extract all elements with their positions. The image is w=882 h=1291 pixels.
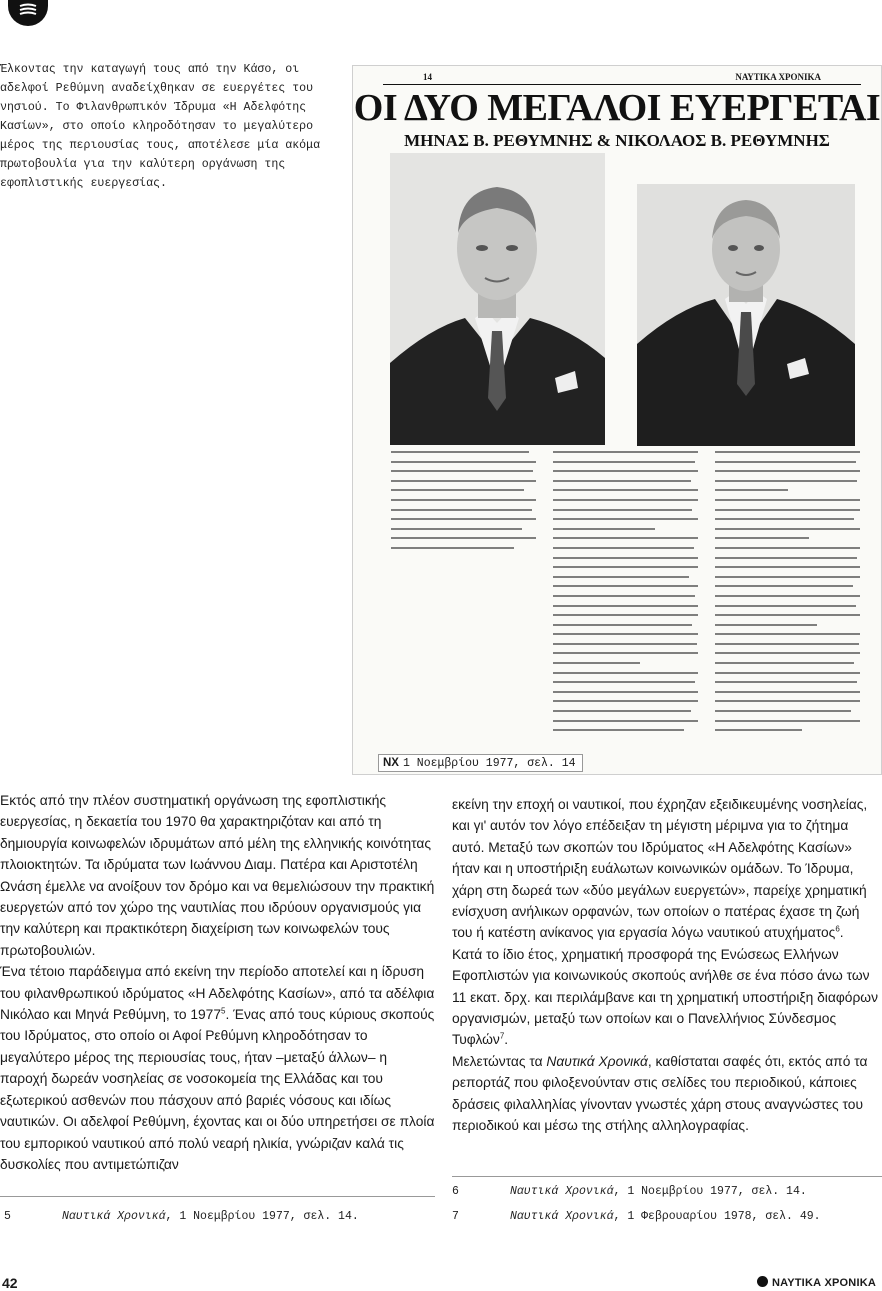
brand-logo-icon [757, 1276, 768, 1287]
footnote-ref[interactable]: 7 [499, 1031, 505, 1041]
footnote-ref[interactable]: 5 [221, 1006, 226, 1016]
paragraph: Μελετώντας τα Ναυτικά Χρονικά, καθίσταται σαφές ότι, εκτός από τα ρεπορτάζ που φιλοξενούνταν στις σελίδες του περιοδικού, κάποιες δράσεις φιλαλληλίας γίνονταν γνωστές χάρη στους αναγνώστες του περιοδικού και μέσω της στήλης αλληλογραφίας. [452, 1053, 868, 1134]
clipping-credit-text: 1 Νοεμβρίου 1977, σελ. 14 [402, 757, 576, 770]
paragraph: Ένα τέτοιο παράδειγμα από εκείνη την περίοδο αποτελεί και η ίδρυση του φιλανθρωπικού ιδρύματος «Η Αδελφότης Κασίων», από τα αδέλφια Νικόλαο και Μηνά Ρεθύμνη, το 1977$^5$. Ένας από τους κύριους σκοπούς του Ιδρύματος, στο οποίο οι Αφοί Ρεθύμνη κληροδότησαν το μεγαλύτερο μέρος της περιουσίας τους, ήταν –μεταξύ άλλων– η παροχή δωρεάν νοσηλείας σε νοσοκομεία της Ελλάδας και του εξωτερικού ασθενών που πάσχουν από βαριές νόσους και ιδίως ναυτικών. Οι αδελφοί Ρεθύμνη, έχοντας και οι δύο υπηρετήσει σε πλοία του εμπορικού ναυτικού από πολύ νεαρή ηλικία, γνώριζαν καλά τις δυσκολίες που αντιμετώπιζαν [0, 964, 435, 1172]
paragraph: Εκτός από την πλέον συστηματική οργάνωση της εφοπλιστικής ευεργεσίας, η δεκαετία του 1970 θα χαρακτηριζόταν και από τη δημιουργία κοινωφελών ιδρυμάτων από μέλη της ελληνικής κοινότητας πλοιοκτητών. Τα ιδρύματα των Ιωάννου Διαμ. Πατέρα και Αριστοτέλη Ωνάση έμελλε να ανοίξουν τον δρόμο και να θεμελιώσουν την πρακτική ευεργετών από τον χώρο της ναυτιλίας που ιδρύουν οργανισμούς για την καλύτερη και πρακτικότερη διαχείριση των κοινωφελών τους πρωτοβουλιών. [0, 793, 435, 958]
clipping-column-2 [553, 451, 698, 751]
clipping-rule [383, 84, 861, 85]
portrait-nikolaos-rethymnis [637, 184, 855, 446]
portrait-minas-rethymnis [390, 153, 605, 445]
clipping-header [353, 72, 881, 84]
clipping-column-1 [391, 451, 536, 751]
nx-logo: NX [383, 757, 399, 769]
paragraph: Κατά το ίδιο έτος, χρηματική προσφορά της Ενώσεως Ελλήνων Εφοπλιστών για κοινωνικούς σκοπούς ανήλθε σε ένα πόσο άνω των 11 εκατ. δρχ. και περιλάμβανε και τη χρηματική υποστήριξη διαφόρων οργανισμών, μεταξύ των οποίων και ο Πανελλήνιος Σύνδεσμος Τυφλών$^7$. [452, 946, 878, 1048]
page-number: 42 [2, 1275, 18, 1291]
clipping-source-credit [378, 754, 583, 772]
footnote-6: 6 Ναυτικά Χρονικά, 1 Νοεμβρίου 1977, σελ. 14. [452, 1185, 807, 1198]
clipping-column-3 [715, 451, 860, 751]
footnote-7: 7 Ναυτικά Χρονικά, 1 Φεβρουαρίου 1978, σελ. 49. [452, 1210, 821, 1223]
paragraph: εκείνη την εποχή οι ναυτικοί, που έχρηζαν εξειδικευμένης νοσηλείας, και γι' αυτόν τον λόγο επέδειξαν τη μέγιστη μέριμνα για το ζήτημα αυτό. Μεταξύ των σκοπών του Ιδρύματος «Η Αδελφότης Κασίων» ήταν και η υποστήριξη ευάλωτων κοινωνικών ομάδων. Το Ίδρυμα, χάρη στη δωρεά των «δύο μεγάλων ευεργετών», παρείχε χρηματική ενίσχυση ανήλικων ορφανών, των οποίων ο πατέρας έχασε τη ζωή του ή κατέστη ανίκανος για εργασία λόγω ναυτικού ατυχήματος$^6$. [452, 797, 868, 941]
image-caption: Έλκοντας την καταγωγή τους από την Κάσο, οι αδελφοί Ρεθύμνη αναδείχθηκαν σε ευεργέτες του νησιού. Το Φιλανθρωπικόν Ίδρυμα «Η Αδελφότης Κασίων», στο οποίο κληροδότησαν το μεγαλύτερο μέρος της περιουσίας τους, αποτέλεσε μία ακόμα πρωτοβουλία για την καλύτερη οργάνωση της εφοπλιστικής ευεργεσίας. [0, 63, 321, 190]
clipping-title: ΟΙ ΔΥΟ ΜΕΓΑΛΟΙ ΕΥΕΡΓΕΤΑΙ [353, 87, 881, 129]
logo-icon [8, 0, 48, 26]
newspaper-clipping [352, 65, 882, 775]
body-text-left-column [0, 790, 435, 1175]
brand-name: ΝΑΥΤΙΚΑ ΧΡΟΝΙΚΑ [771, 1277, 876, 1289]
brand-footer [757, 1276, 876, 1289]
clipping-article-columns [391, 451, 859, 751]
footnote-divider [452, 1176, 882, 1177]
footnote-ref[interactable]: 6 [835, 924, 840, 934]
footnote-5: 5 Ναυτικά Χρονικά, 1 Νοεμβρίου 1977, σελ. 14. [4, 1210, 359, 1223]
clipping-masthead: ΝΑΥΤΙΚΑ ΧΡΟΝΙΚΑ [735, 72, 821, 82]
footnote-divider [0, 1196, 435, 1197]
clipping-page-number: 14 [423, 72, 432, 82]
clipping-subtitle: ΜΗΝΑΣ Β. ΡΕΘΥΜΝΗΣ & ΝΙΚΟΛΑΟΣ Β. ΡΕΘΥΜΝΗΣ [404, 131, 830, 150]
body-text-right-column [452, 794, 882, 1137]
